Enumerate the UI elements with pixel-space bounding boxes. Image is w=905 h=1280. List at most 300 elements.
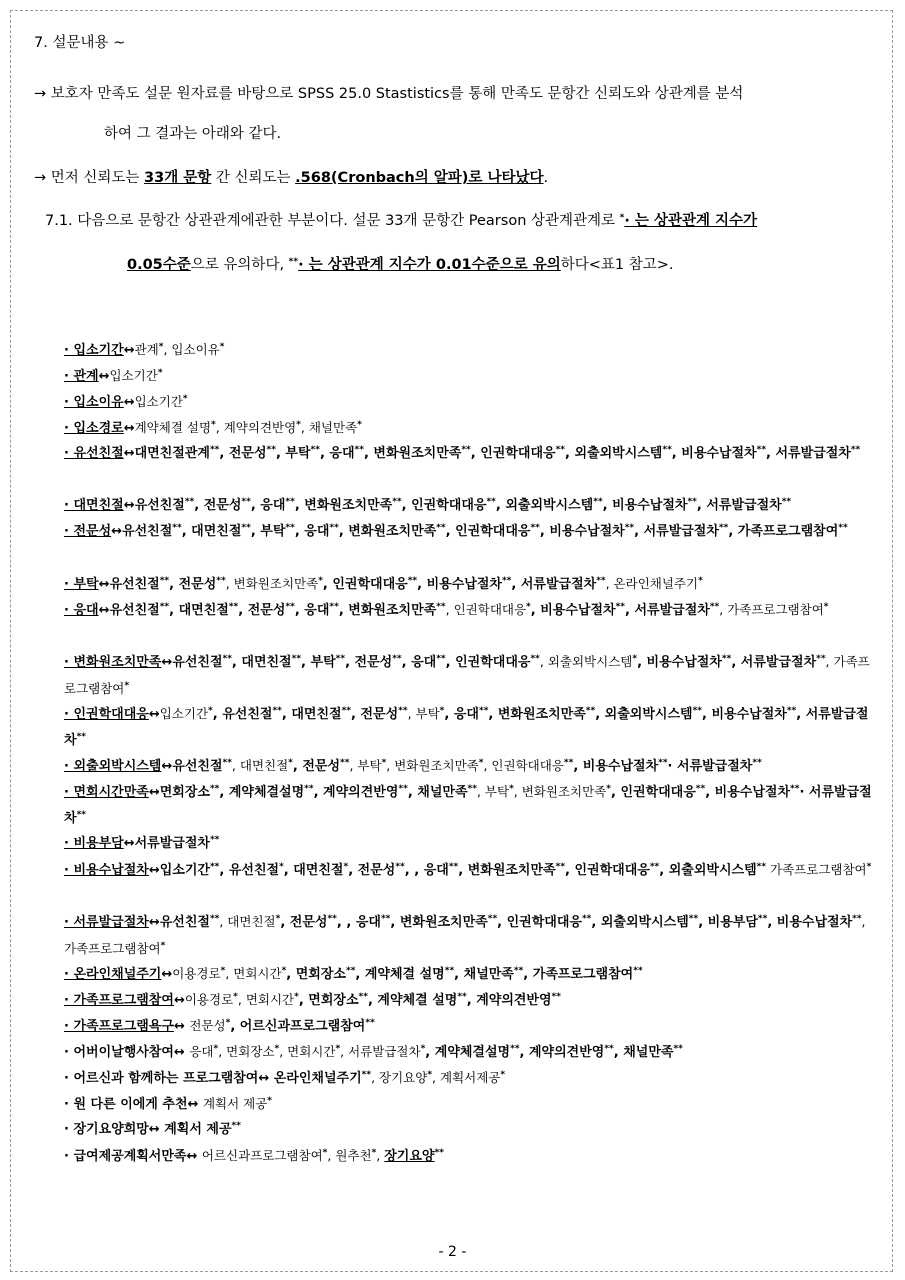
item-related: , 외출외박시스템 [595,707,693,722]
item-related: ↔유선친절 [98,577,160,592]
double-star-mark: ** [555,445,565,455]
item-related: , 부탁 [407,706,440,721]
single-star-mark: * [288,758,293,768]
item-related: , 면회장소 [298,993,359,1008]
single-star-mark: * [509,784,514,794]
item-related: ↔ [161,967,173,982]
single-star-mark: * [158,342,164,352]
item-key: · 변화원조치만족 [64,655,162,670]
double-star-mark: ** [551,992,561,1002]
intro-line-1b: 하여 그 결과는 아래와 같다. [104,126,282,142]
item-related: , 인권학대대응 [497,915,582,930]
correlation-item [64,1013,879,1040]
single-star-mark: * [335,1044,341,1054]
double-star-mark: ** [461,445,471,455]
correlation-item [64,857,879,884]
reliability-value: .568(Cronbach의 알파)로 나타났다 [295,170,544,186]
item-key: · 대면친절 [64,498,124,513]
double-star-mark: ** [530,654,540,664]
double-star-mark: ** [781,497,792,507]
item-related: , 가족프로그램참여 [523,967,634,982]
item-related: , 응대 [294,603,330,618]
item-related: 입소기간 [159,706,209,721]
double-star-mark: ** [285,523,295,533]
item-related: ↔ [98,369,110,384]
item-related: , 부탁 [275,446,311,461]
single-star-mark: * [160,941,166,951]
item-related: , 전문성 [345,655,393,670]
item-related: , 대면친절 [219,914,276,929]
item-related: , 서류발급절차 [634,524,719,539]
item-related: , 비용수납절차 [539,524,625,539]
item-related: , 면회시간 [225,966,282,981]
single-star-mark: * [274,1044,280,1054]
reliability-line [34,168,548,188]
double-star-mark: ** [852,914,862,924]
item-related: , 가족프로그램참여 [728,524,839,539]
item-related: 어르신과프로그램참여 [201,1148,323,1163]
item-related: , 외출외박시스템 [659,863,757,878]
double-star-mark: ** [756,862,767,872]
item-related: , 응대 [250,498,286,513]
item-related: , 채널만족 [454,967,514,982]
item-related: , 서류발급절차 [64,707,869,748]
item-related: , 비용수납절차 [530,603,616,618]
double-star-mark: ** [467,784,477,794]
double-star-mark: ** [365,1018,375,1028]
item-related: , 인권학대대응 [610,785,696,800]
correlation-item [64,649,879,703]
item-related: 이용경로 [172,966,221,981]
double-star-mark: ** [209,862,220,872]
item-key: · 원 다른 이에게 추천↔ [64,1097,203,1112]
double-star-mark: ** [241,523,251,533]
correlation-item [64,701,879,754]
item-related: , 인권학대대응 [483,758,564,773]
item-related: , 부탁 [349,758,382,773]
item-related: , 가족프로그램참여 [64,654,870,696]
double-star-mark: ** [555,862,566,872]
double-star-mark: ** [457,992,467,1002]
item-related: , 인권학대대응 [470,446,556,461]
single-star-mark: * [281,966,287,976]
double-star-mark: ** [501,576,512,586]
single-star-mark: * [698,576,703,586]
item-related: , 유선친절 [212,707,273,722]
item-related: , 면회시간 [237,992,295,1007]
single-star-mark: * [439,706,445,716]
item-related: 계약체결 설명 [134,420,212,435]
double-star-mark: ** [361,1070,372,1080]
correlation-item [64,1091,879,1118]
single-star-mark: * [182,394,188,404]
item-key: · 유선친절 [64,446,124,461]
item-related: , 가족프로그램참여 [64,914,866,956]
double-star-mark: ** [209,914,220,924]
item-related: ↔유선친절 [161,655,223,670]
single-star-mark: * [220,966,226,976]
double-star-mark: ** [241,497,251,507]
item-related: , 계약체결설명 [425,1045,511,1060]
item-related: , 서류발급절차 [766,446,851,461]
item-related: 장기요양 [384,1149,435,1164]
correlation-item [64,389,879,416]
item-related: , 비용수납절차 [573,759,659,774]
single-star-mark: * [233,992,238,1002]
item-related: , 인권학대대응 [565,863,650,878]
item-related: , 서류발급절차 [340,1044,421,1059]
item-related: , 응대 [319,446,355,461]
item-related: , 전문성 [194,498,242,513]
item-related: ↔면회장소 [148,785,210,800]
double-star-mark: ** [838,523,848,533]
item-key: · 외출외박시스템 [64,759,162,774]
item-related: , 대면친절 [231,758,289,773]
double-star-mark: ** [615,602,625,612]
double-star-mark: ** [709,602,720,612]
single-star-mark: * [823,602,829,612]
double-star-mark: ** [285,497,295,507]
single-star-mark: * [294,992,299,1002]
item-related: , 전문성 [169,577,217,592]
item-related: , 부탁 [476,784,510,799]
item-related: , 전문성 [292,759,341,774]
double-star-mark: ** [718,523,729,533]
item-related: 입소기간 [109,368,158,383]
single-star-mark: * [213,1044,219,1054]
correlation-item [64,441,879,467]
item-related: , 외출외박시스템 [565,446,663,461]
item-key: · 면회시간만족 [64,785,149,800]
item-related: , 비용부담 [698,915,758,930]
double-star-mark: ** [285,602,295,612]
correlation-intro-pre: 7.1. 다음으로 문항간 상관관계에관한 부분이다. 설문 33개 문항간 Pearson 상관계관계로 [45,213,620,229]
double-star-mark: ** [786,706,797,716]
double-star-mark: ** [448,862,459,872]
reliability-count: 33개 문항 [144,170,212,186]
correlation-mid: 으로 유의하다, [190,257,289,273]
section-heading: 7. 설문내용 ~ [34,35,126,51]
correlation-level-1: · 는 상관관계 지수가 [624,213,758,229]
item-related: , 인권학대대응 [401,498,487,513]
double-star-mark: ** [581,914,592,924]
item-related: 전문성 [189,1018,226,1033]
double-star-mark: ** [752,758,762,768]
item-related: ↔유선친절 [123,498,185,513]
intro-line-1: → 보호자 만족도 설문 원자료를 바탕으로 SPSS 25.0 Stastistics를 통해 만족도 문항간 신뢰도와 상관계를 분석 [34,86,744,102]
item-related: , 대면친절 [231,655,292,670]
item-related: , 변화원조치만족 [513,784,607,799]
double-star-mark: ** [392,654,402,664]
double-star-mark: ** [585,706,596,716]
item-related: , 대면친절 [283,863,344,878]
correlation-intro-line-1 [45,211,757,231]
double-star-mark: ** [209,445,220,455]
item-related: , 외출외박시스템 [539,654,633,669]
item-related: , 전문성 [219,446,267,461]
double-star-mark: ** [604,1044,614,1054]
double-star-mark: ** [340,758,350,768]
double-star-mark: ** [288,257,299,267]
double-star-mark: ** [272,706,282,716]
double-star-mark: ** [310,445,320,455]
item-related: ↔ [173,993,185,1008]
item-related: , 면회시간 [279,1044,336,1059]
item-related: , 변화원조치만족 [294,498,393,513]
double-star-mark: ** [231,1121,241,1131]
item-related: , 대면친절 [169,603,229,618]
double-star-mark: ** [291,654,302,664]
item-related: , 변화원조치만족 [390,915,488,930]
item-related: , 인권학대대응 [445,602,527,617]
item-related: , 외출외박시스템 [591,915,689,930]
single-star-mark: * [866,862,872,872]
item-related: , 계약의견반영 [215,420,297,435]
double-star-mark: ** [513,966,524,976]
correlation-item [64,1039,879,1066]
item-related: , 원추천 [327,1148,372,1163]
double-star-mark: ** [563,758,574,768]
item-related: ↔유선친절 [111,524,173,539]
item-key: · 관계 [64,369,99,384]
double-star-mark: ** [633,966,643,976]
single-star-mark: * [322,1148,328,1158]
item-related: , 서류발급절차 [625,603,710,618]
item-related: , 전문성 [238,603,286,618]
item-related: , 전문성 [348,863,396,878]
double-star-mark: ** [329,523,339,533]
item-related: , 계약의견반영 [519,1045,605,1060]
item-related: , 서류발급절차 [731,655,817,670]
correlation-item [64,493,879,519]
double-star-mark: ** [436,602,446,612]
item-related: 계획서 제공 [202,1096,268,1111]
double-star-mark: ** [159,576,170,586]
item-related: 관계 [134,342,159,357]
single-star-mark: * [478,758,484,768]
item-related: , 계약의견반영 [313,785,399,800]
item-related: , 응대 [444,707,479,722]
page-number: - 2 - [438,1244,467,1260]
double-star-mark: ** [341,706,351,716]
double-star-mark: ** [222,654,232,664]
double-star-mark: ** [695,784,706,794]
double-star-mark: ** [816,654,826,664]
single-star-mark: * [500,1070,506,1080]
item-related: ↔ [123,343,135,358]
single-star-mark: * [219,342,225,352]
double-star-mark: ** [266,445,276,455]
single-star-mark: * [267,1096,273,1106]
double-star-mark: ** [345,966,356,976]
item-related: , 어르신과프로그램참여 [230,1019,366,1034]
double-star-mark: ** [688,914,699,924]
correlation-item [64,597,879,624]
double-star-mark: ** [329,602,339,612]
item-related: , [376,1148,385,1163]
reliability-mid: 간 신뢰도는 [211,170,296,186]
item-related: , 서류발급절차 [696,498,782,513]
double-star-mark: ** [444,966,455,976]
double-star-mark: ** [335,654,346,664]
single-star-mark: * [318,576,323,586]
item-related: , 서류발급절차 [511,577,597,592]
double-star-mark: ** [687,497,697,507]
item-related: , 비용수납절차 [602,498,688,513]
double-star-mark: ** [624,523,635,533]
item-related: , 계약체결설명 [219,785,305,800]
double-star-mark: ** [184,497,195,507]
item-related: , 응대 [294,524,330,539]
correlation-item [64,571,879,598]
item-related: , 비용수납절차 [767,915,853,930]
double-star-mark: ** [209,784,220,794]
correlation-item [64,779,879,832]
item-related: , 외출외박시스템 [495,498,594,513]
item-key: · 가족프로그램참여 [64,993,174,1008]
correlation-end: 하다<표1 참고>. [560,257,674,273]
correlation-item [64,415,879,442]
correlation-item [64,831,879,857]
item-related: , 비용수납절차 [702,707,787,722]
item-related: ↔입소기간 [148,863,210,878]
double-star-mark: ** [216,576,226,586]
item-related: , 변화원조치만족 [338,524,437,539]
single-star-mark: * [526,602,531,612]
double-star-mark: ** [76,810,86,820]
single-star-mark: * [343,862,349,872]
double-star-mark: ** [486,497,496,507]
single-star-mark: * [225,1018,231,1028]
item-related: , 가족프로그램참여 [719,602,824,617]
correlation-intro-line-2 [127,255,674,275]
double-star-mark: ** [593,497,603,507]
item-related: , 인권학대대응 [322,577,408,592]
correlation-item [64,1117,879,1143]
double-star-mark: ** [327,914,337,924]
item-related: , 응대 [401,655,437,670]
item-related: 입소기간 [134,394,183,409]
double-star-mark: ** [304,784,314,794]
single-star-mark: * [632,654,638,664]
double-star-mark: ** [721,654,732,664]
correlation-item [64,1065,879,1092]
double-star-mark: ** [662,445,672,455]
double-star-mark: ** [487,914,498,924]
item-related: ↔대면친절관계 [123,446,210,461]
double-star-mark: ** [398,706,408,716]
item-related: , 비용수납절차 [637,655,722,670]
item-key: · 장기요양희망↔ 계획서 제공 [64,1122,232,1137]
single-star-mark: * [420,1044,426,1054]
item-key: · 급여제공계획서만족↔ [64,1149,202,1164]
item-key: · 어버이날행사참여↔ [64,1045,190,1060]
item-related: , 계약체결 설명 [355,967,445,982]
item-related: , 면회장소 [218,1044,275,1059]
correlation-item [64,519,879,545]
double-star-mark: ** [478,706,489,716]
double-star-mark: ** [658,758,668,768]
item-key: · 인권학대대응 [64,707,149,722]
item-related: , 변화원조치만족 [225,576,319,591]
item-related: , 채널만족 [613,1045,674,1060]
double-star-mark: ** [530,523,540,533]
correlation-item [64,363,879,390]
item-related: , 인권학대대응 [445,524,531,539]
item-related: , 전문성 [280,915,328,930]
item-related: ↔ [148,707,160,722]
item-related: , 온라인채널주기 [605,576,699,591]
item-related: ↔유선친절 [98,603,160,618]
single-star-mark: * [275,914,281,924]
double-star-mark: ** [407,576,418,586]
double-star-mark: ** [398,784,408,794]
item-related: , 변화원조치만족 [458,863,556,878]
double-star-mark: ** [222,758,232,768]
item-related: , 비용수납절차 [417,577,502,592]
item-related: , 면회장소 [286,967,346,982]
item-related: ↔ [123,395,135,410]
double-star-mark: ** [510,1044,520,1054]
item-related: , 장기요양 [371,1070,428,1085]
item-related: , 대면친절 [181,524,242,539]
double-star-mark: ** [757,914,768,924]
double-star-mark: ** [209,835,220,845]
double-star-mark: ** [76,732,86,742]
item-related: , 인권학대대응 [445,655,531,670]
reliability-end: . [543,170,549,186]
item-related: ↔ [123,421,135,436]
single-star-mark: * [296,420,301,430]
double-star-mark: ** [692,706,702,716]
item-related: · 서류발급절차 [64,785,872,826]
correlation-item [64,909,879,963]
item-key: · 서류발급절차 [64,915,149,930]
item-related: , 입소이유 [163,342,220,357]
double-star-mark: ** [434,1148,444,1158]
item-key: · 비용수납절차 [64,863,149,878]
correlation-item [64,1143,879,1170]
item-related: ↔유선친절 [161,759,223,774]
item-key: · 입소경로 [64,421,124,436]
item-key: · 전문성 [64,524,112,539]
single-star-mark: * [427,1070,433,1080]
item-key: · 비용부담 [64,836,124,851]
correlation-item [64,987,879,1014]
double-star-mark: ** [159,602,170,612]
item-related: 이용경로 [184,992,234,1007]
double-star-mark: ** [395,862,405,872]
correlation-level-001: · 는 상관관계 지수가 0.01수준으로 유의 [298,257,561,273]
item-related: ↔유선친절 [148,915,210,930]
item-related: , 채널만족 [407,785,468,800]
double-star-mark: ** [354,445,364,455]
double-star-mark: ** [436,523,446,533]
single-star-mark: * [124,681,130,691]
item-related: , , 응대 [404,863,449,878]
double-star-mark: ** [436,654,446,664]
item-related: , 계획서제공 [432,1070,501,1085]
single-star-mark: * [619,213,625,223]
item-related: , 부탁 [301,655,336,670]
item-related: , 대면친절 [281,707,342,722]
item-related: , 비용수납절차 [705,785,791,800]
item-key: · 온라인채널주기 [64,967,162,982]
single-star-mark: * [371,1148,377,1158]
item-key: · 부탁 [64,577,99,592]
double-star-mark: ** [596,576,606,586]
single-star-mark: * [279,862,284,872]
